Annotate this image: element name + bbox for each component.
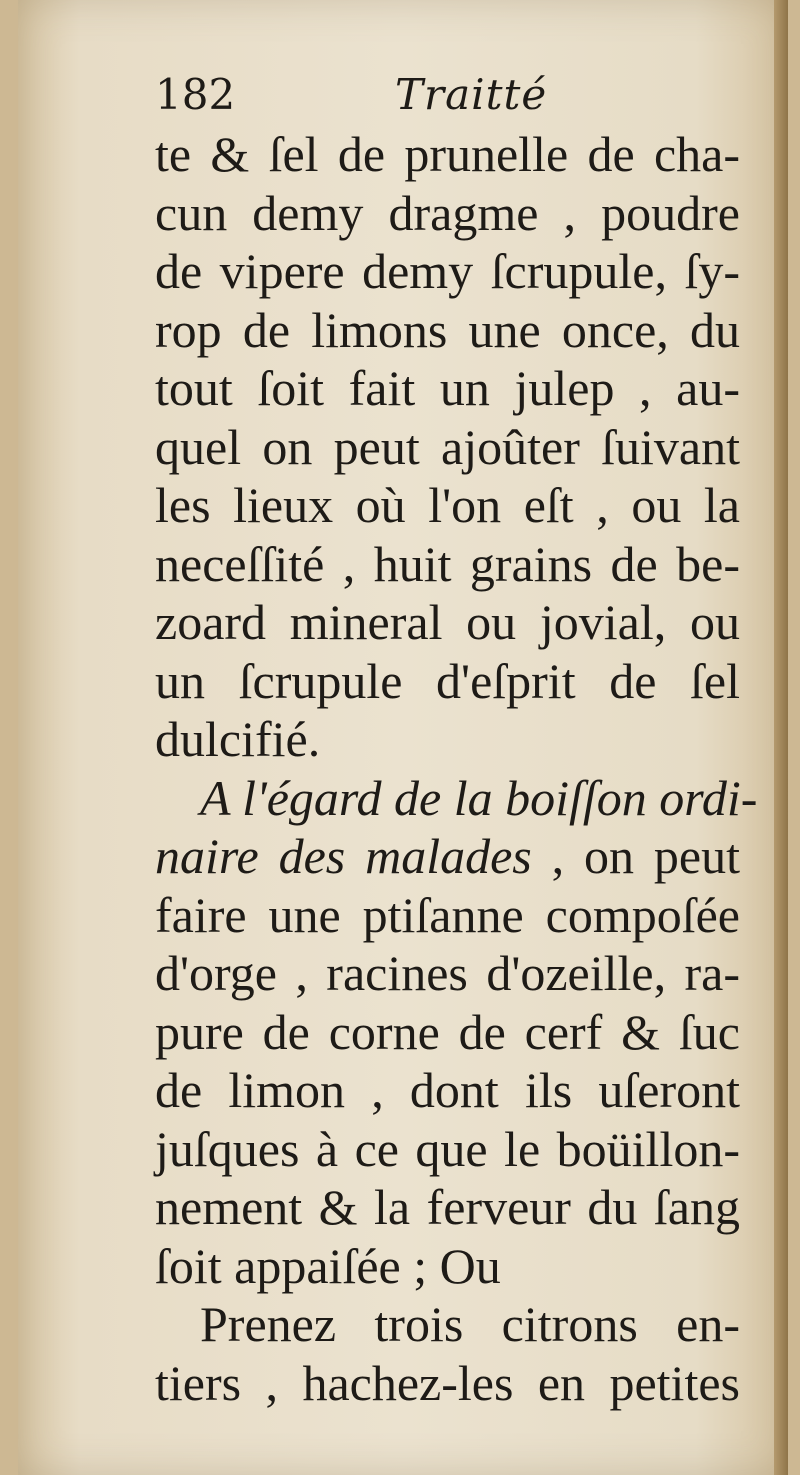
text-line: dulcifié.: [155, 711, 321, 767]
text-line: tiers , hachez-les en petites: [155, 1354, 740, 1411]
page-text: [155, 125, 758, 1412]
text-line: ſoit appaiſée ; Ou: [155, 1237, 501, 1294]
text-line: te & ſel de prunelle de cha-: [155, 126, 740, 182]
text-line: de vipere demy ſcrupule, ſy-: [155, 243, 740, 299]
text-line: un ſcrupule d'eſprit de ſel: [155, 652, 740, 709]
text-segment: , on peut: [531, 828, 740, 884]
text-line: rop de limons une once, du: [155, 301, 740, 358]
text-line: de limon , dont ils uſeront: [155, 1062, 740, 1118]
page-number: 182: [155, 70, 236, 119]
text-line: juſques à ce que le boüillon-: [155, 1120, 740, 1177]
text-line: quel on peut ajoûter ſuivant: [155, 418, 740, 475]
text-line: tout ſoit fait un julep , au-: [155, 360, 740, 416]
text-line: [155, 827, 740, 886]
paragraph-opening-line: Prenez trois citrons en-: [200, 1296, 740, 1352]
book-page: [18, 0, 788, 1475]
page-header: [155, 70, 715, 130]
text-line: les lieux où l'on eſt , ou la: [155, 477, 740, 533]
text-line: d'orge , racines d'ozeille, ra-: [155, 945, 740, 1001]
text-line: faire une ptiſanne compoſée: [155, 886, 740, 943]
text-line: nement & la ferveur du ſang: [155, 1179, 740, 1235]
running-title: Traitté: [395, 70, 548, 119]
italic-phrase: naire des malades: [155, 828, 532, 884]
text-line: neceſſité , huit grains de be-: [155, 535, 740, 592]
page-edge: [774, 0, 788, 1475]
text-line: pure de corne de cerf & ſuc: [155, 1003, 740, 1060]
paragraph-opening-line: A l'égard de la boiſſon ordi-: [200, 769, 758, 826]
text-line: cun demy dragme , poudre: [155, 184, 740, 241]
text-line: zoard mineral ou jovial, ou: [155, 594, 740, 650]
